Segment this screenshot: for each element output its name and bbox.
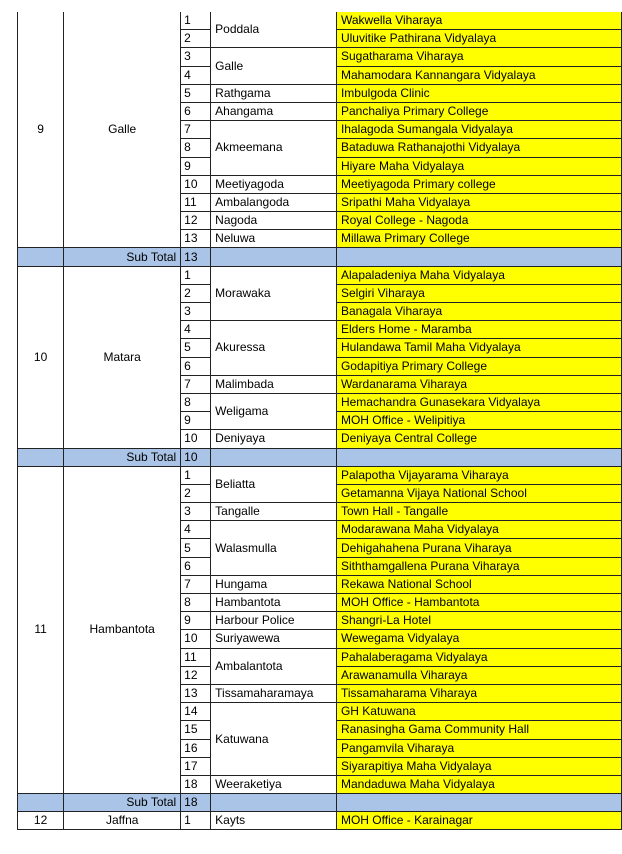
centre-number: 4 [181,321,211,339]
division-name: Nagoda [211,212,337,230]
table-body [18,12,622,830]
centre-location: Wakwella Viharaya [336,12,621,30]
centre-number: 8 [181,594,211,612]
subtotal-value: 10 [181,448,211,466]
centre-number: 7 [181,121,211,139]
centre-number: 10 [181,430,211,448]
centre-location: Town Hall - Tangalle [336,503,621,521]
centre-number: 14 [181,703,211,721]
centre-location: Shangri-La Hotel [336,612,621,630]
table-row [18,12,622,30]
centre-number: 2 [181,484,211,502]
centre-location: Wardanarama Viharaya [336,375,621,393]
centre-location: Millawa Primary College [336,230,621,248]
centre-location: Ranasingha Gama Community Hall [336,721,621,739]
district-number: 12 [18,812,64,830]
centre-location: MOH Office - Hambantota [336,594,621,612]
centre-number: 1 [181,266,211,284]
division-name: Walasmulla [211,521,337,576]
centre-number: 13 [181,684,211,702]
centre-location: Hulandawa Tamil Maha Vidyalaya [336,339,621,357]
centre-location: Modarawana Maha Vidyalaya [336,521,621,539]
centre-number: 12 [181,212,211,230]
division-name: Kayts [211,812,337,830]
centre-location: Palapotha Vijayarama Viharaya [336,466,621,484]
centre-location: Wewegama Vidyalaya [336,630,621,648]
table-row [18,812,622,830]
table-row [18,266,622,284]
district-name: Galle [64,12,181,248]
centre-location: Rekawa National School [336,575,621,593]
division-name: Hambantota [211,594,337,612]
centre-number: 9 [181,157,211,175]
centre-number: 16 [181,739,211,757]
district-number: 10 [18,266,64,448]
centre-location: Dehigahahena Purana Viharaya [336,539,621,557]
centre-number: 1 [181,12,211,30]
centre-number: 8 [181,393,211,411]
subtotal-blank [18,448,64,466]
centre-number: 7 [181,575,211,593]
centre-location: Siththamgallena Purana Viharaya [336,557,621,575]
division-name: Galle [211,48,337,84]
centre-location: Imbulgoda Clinic [336,84,621,102]
centre-number: 18 [181,775,211,793]
centre-location: Godapitiya Primary College [336,357,621,375]
centre-location: Hiyare Maha Vidyalaya [336,157,621,175]
centre-location: Panchaliya Primary College [336,102,621,120]
centre-location: Uluvitike Pathirana Vidyalaya [336,30,621,48]
division-name: Hungama [211,575,337,593]
centre-number: 5 [181,84,211,102]
centre-location: Arawanamulla Viharaya [336,666,621,684]
centre-location: Selgiri Viharaya [336,284,621,302]
division-name: Weeraketiya [211,775,337,793]
centre-number: 11 [181,648,211,666]
subtotal-row [18,248,622,266]
centre-number: 15 [181,721,211,739]
centre-location: MOH Office - Welipitiya [336,412,621,430]
division-name: Katuwana [211,703,337,776]
division-name: Ahangama [211,102,337,120]
division-name: Tissamaharamaya [211,684,337,702]
centre-location: Royal College - Nagoda [336,212,621,230]
centre-location: Bataduwa Rathanajothi Vidyalaya [336,139,621,157]
centre-number: 12 [181,666,211,684]
centre-number: 3 [181,503,211,521]
centre-number: 6 [181,557,211,575]
centre-number: 7 [181,375,211,393]
centre-location: Ihalagoda Sumangala Vidyalaya [336,121,621,139]
centre-number: 9 [181,612,211,630]
division-name: Rathgama [211,84,337,102]
division-name: Weligama [211,393,337,429]
subtotal-blank [211,448,337,466]
centre-number: 1 [181,812,211,830]
centre-number: 17 [181,757,211,775]
division-name: Tangalle [211,503,337,521]
division-name: Harbour Police [211,612,337,630]
division-name: Akuressa [211,321,337,376]
centre-number: 2 [181,284,211,302]
subtotal-value: 18 [181,794,211,812]
centre-number: 10 [181,630,211,648]
centre-number: 6 [181,102,211,120]
subtotal-blank [18,794,64,812]
subtotal-label: Sub Total [64,248,181,266]
division-name: Deniyaya [211,430,337,448]
centre-location: MOH Office - Karainagar [336,812,621,830]
division-name: Ambalangoda [211,193,337,211]
centre-location: Meetiyagoda Primary college [336,175,621,193]
centre-number: 9 [181,412,211,430]
centre-number: 5 [181,539,211,557]
subtotal-row [18,794,622,812]
subtotal-blank [211,248,337,266]
table-row [18,466,622,484]
division-name: Meetiyagoda [211,175,337,193]
centre-number: 5 [181,339,211,357]
centre-number: 2 [181,30,211,48]
centre-number: 4 [181,521,211,539]
centre-location: Pahalaberagama Vidyalaya [336,648,621,666]
district-name: Jaffna [64,812,181,830]
subtotal-blank [211,794,337,812]
subtotal-label: Sub Total [64,448,181,466]
centre-number: 6 [181,357,211,375]
centre-location: GH Katuwana [336,703,621,721]
centre-number: 1 [181,466,211,484]
centre-location: Getamanna Vijaya National School [336,484,621,502]
centre-location: Sripathi Maha Vidyalaya [336,193,621,211]
centre-location: Elders Home - Maramba [336,321,621,339]
centre-number: 3 [181,303,211,321]
division-name: Poddala [211,12,337,48]
centre-location: Mandaduwa Maha Vidyalaya [336,775,621,793]
subtotal-blank [336,448,621,466]
division-name: Akmeemana [211,121,337,176]
centre-number: 3 [181,48,211,66]
centre-location: Sugatharama Viharaya [336,48,621,66]
subtotal-row [18,448,622,466]
centre-number: 8 [181,139,211,157]
division-name: Morawaka [211,266,337,321]
district-name: Matara [64,266,181,448]
division-name: Neluwa [211,230,337,248]
centre-number: 10 [181,175,211,193]
division-name: Malimbada [211,375,337,393]
centre-number: 4 [181,66,211,84]
centre-location: Alapaladeniya Maha Vidyalaya [336,266,621,284]
district-number: 11 [18,466,64,793]
division-name: Suriyawewa [211,630,337,648]
district-number: 9 [18,12,64,248]
centre-location: Mahamodara Kannangara Vidyalaya [336,66,621,84]
subtotal-blank [336,248,621,266]
division-name: Ambalantota [211,648,337,684]
centre-location: Siyarapitiya Maha Vidyalaya [336,757,621,775]
subtotal-blank [336,794,621,812]
division-name: Beliatta [211,466,337,502]
isolation-centres-table [17,12,622,830]
centre-location: Deniyaya Central College [336,430,621,448]
subtotal-value: 13 [181,248,211,266]
subtotal-blank [18,248,64,266]
centre-location: Hemachandra Gunasekara Vidyalaya [336,393,621,411]
centre-number: 11 [181,193,211,211]
centre-number: 13 [181,230,211,248]
centre-location: Pangamvila Viharaya [336,739,621,757]
centre-location: Tissamaharama Viharaya [336,684,621,702]
district-name: Hambantota [64,466,181,793]
centre-location: Banagala Viharaya [336,303,621,321]
subtotal-label: Sub Total [64,794,181,812]
